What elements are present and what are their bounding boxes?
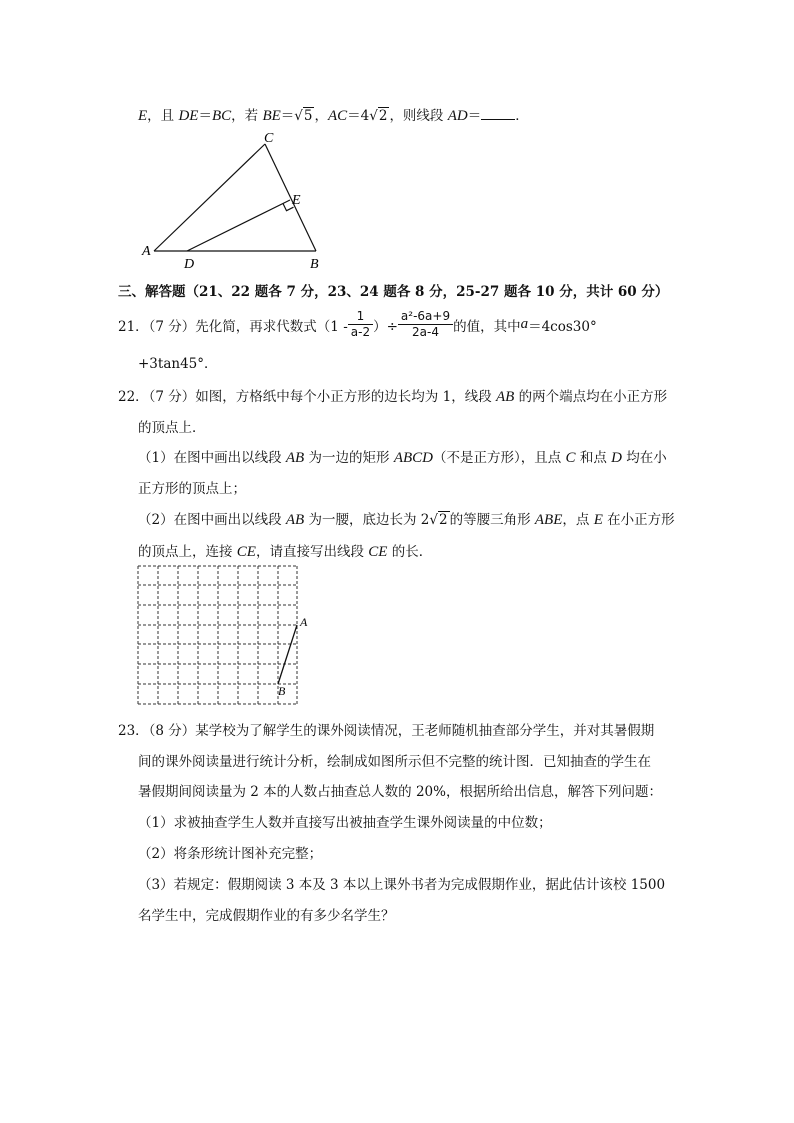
q20-be: BE <box>262 108 281 124</box>
question-22-part1-line2: 正方形的顶点上； <box>138 481 246 497</box>
q21-value-text: 的值，其中 <box>453 318 521 335</box>
segment-de <box>187 200 290 251</box>
question-21-line2: +3tan45°． <box>138 356 218 372</box>
q21-divide: ）÷ <box>373 318 398 335</box>
question-23-line2: 间的课外阅读量进行统计分析，绘制成如图所示但不完整的统计图．已知抽查的学生在 <box>138 754 651 770</box>
q20-ad: AD <box>447 108 468 124</box>
q20-sqrt5: √5 <box>294 108 313 124</box>
question-23-part2: （2）将条形统计图补充完整； <box>138 846 323 862</box>
q21-fraction-1: $\frac{1}{a-2}$ <box>348 309 373 340</box>
q20-eq3: ＝4 <box>347 108 370 124</box>
question-23-part3-line2: 名学生中，完成假期作业的有多少名学生？ <box>138 908 395 924</box>
question-23-line1: 23．（8 分）某学校为了解学生的课外阅读情况，王老师随机抽查部分学生，并对其暑假期 <box>118 723 655 739</box>
q20-text3: ，则线段 <box>389 108 448 124</box>
question-23-part3: （3）若规定：假期阅读 3 本及 3 本以上课外书者为完成假期作业，据此估计该校 1500 <box>138 877 666 893</box>
question-22-part2: （2）在图中画出以线段 AB 为一腰，底边长为 2√2 的等腰三角形 ABE，点 E 在小正方形 <box>138 512 675 528</box>
segment-ab <box>278 625 297 684</box>
q20-eq4: ＝ <box>467 108 482 124</box>
q20-de: DE <box>178 108 199 124</box>
question-23-part1: （1）求被抽查学生人数并直接写出被抽查学生课外阅读量的中位数； <box>138 815 552 831</box>
label-c: C <box>264 131 274 146</box>
q20-point-e: E <box>138 108 148 124</box>
label-b: B <box>310 257 319 270</box>
label-e: E <box>292 193 301 208</box>
q21-var-a: a <box>520 316 529 332</box>
question-22-line2: 的顶点上． <box>138 420 206 436</box>
grid-figure <box>134 563 312 707</box>
q20-ac: AC <box>327 108 348 124</box>
q20-comma: ， <box>314 108 328 124</box>
q20-eq1: ＝ <box>198 108 212 124</box>
question-22-part1: （1）在图中画出以线段 AB 为一边的矩形 ABCD（不是正方形），且点 C 和点 D 均在小 <box>138 450 667 466</box>
q21-eq: ＝4cos30° <box>528 318 597 335</box>
q20-sqrt2: √2 <box>369 108 388 124</box>
side-bc <box>265 144 316 251</box>
answer-blank[interactable] <box>481 106 515 120</box>
q20-bc: BC <box>211 108 232 124</box>
q21-text: 21．（7 分）先化简，再求代数式（1 - <box>118 318 348 335</box>
question-22-part2-line2: 的顶点上，连接 CE，请直接写出线段 CE 的长． <box>138 544 433 560</box>
q20-eq2: ＝ <box>280 108 295 124</box>
q20-text: ，且 <box>147 108 179 124</box>
grid-label-b: B <box>278 684 286 698</box>
dashed-grid <box>138 566 297 704</box>
q20-text2: ，若 <box>231 108 263 124</box>
q20-period: ． <box>515 108 529 124</box>
question-23-line3: 暑假期间阅读量为 2 本的人数占抽查总人数的 20%，根据所给出信息，解答下列问题： <box>138 784 662 800</box>
label-d: D <box>184 257 195 270</box>
label-a: A <box>142 244 151 259</box>
triangle-figure <box>130 128 340 270</box>
question-22-line1: 22．（7 分）如图，方格纸中每个小正方形的边长均为 1，线段 AB 的两个端点均在小正方形 <box>118 389 668 405</box>
q20-tail-line <box>138 104 529 125</box>
side-ac <box>154 144 265 251</box>
grid-label-a: A <box>300 615 308 629</box>
q21-fraction-2: $\frac{\text{a²-6a+9}}{2a-4}$ <box>398 309 453 340</box>
question-21-line1 <box>118 309 597 340</box>
section-heading: 三、解答题（21、22 题各 7 分，23、24 题各 8 分，25-27 题各 10 分，共计 60 分） <box>118 284 669 300</box>
